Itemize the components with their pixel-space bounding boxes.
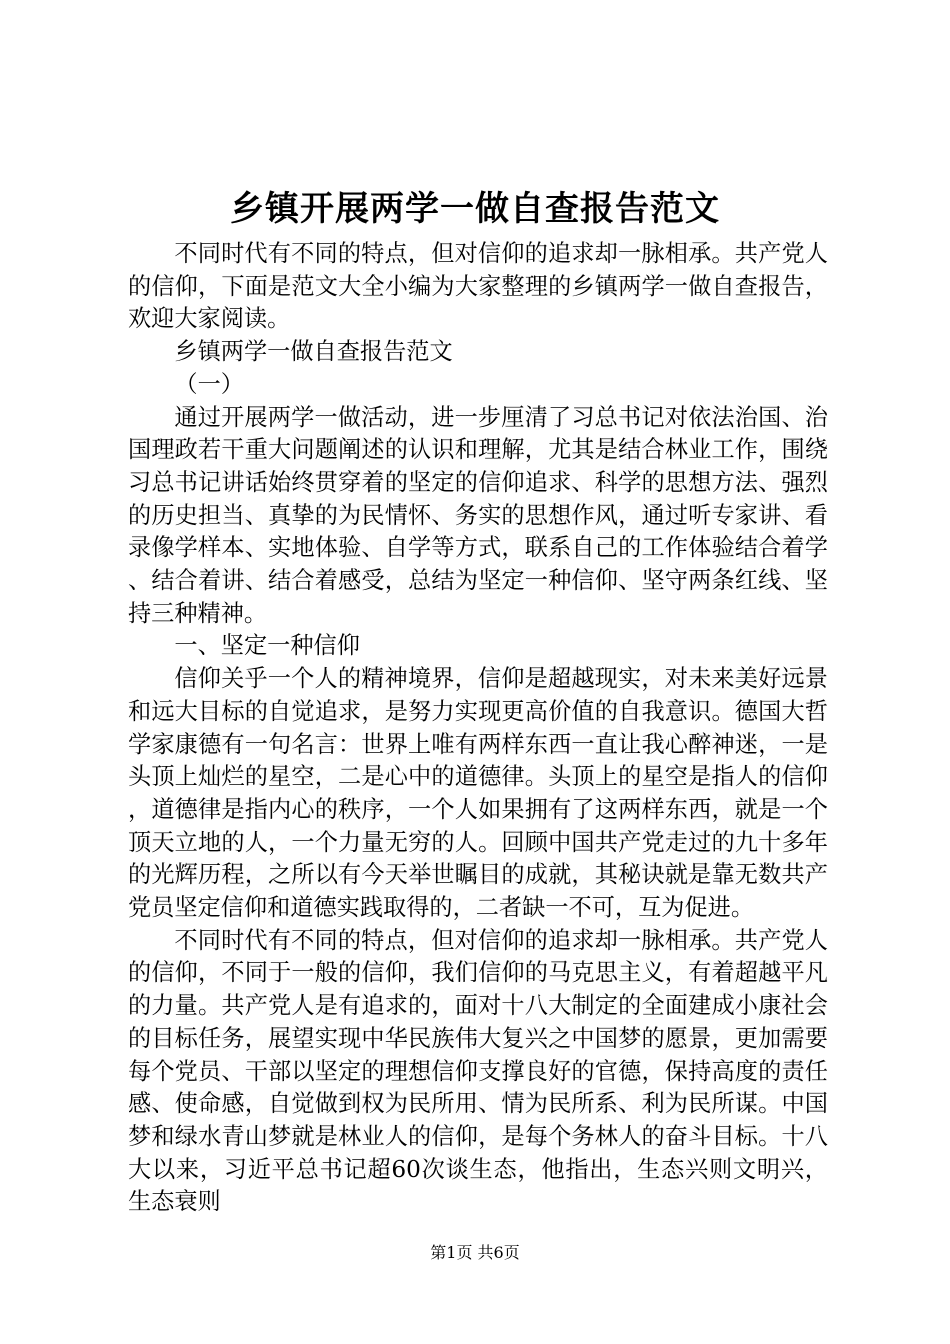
subtitle-paragraph: 乡镇两学一做自查报告范文	[174, 338, 453, 366]
body-paragraph: 通过开展两学一做活动，进一步厘清了习总书记对依法治国、治国理政若干重大问题阐述的认识和理解，尤其是结合林业工作，围绕习总书记讲话始终贯穿着的坚定的信仰追求、科学的思想方法、强烈的历史担当、真挚的为民情怀、务实的思想作风，通过听专家讲、看录像学样本、实地体验、自学等方式，联系自己的工作体验结合着学、结合着讲、结合着感受，总结为坚定一种信仰、坚守两条红线、坚持三种精神。	[128, 403, 828, 627]
body-paragraph: 信仰关乎一个人的精神境界，信仰是超越现实，对未来美好远景和远大目标的自觉追求，是努力实现更高价值的自我意识。德国大哲学家康德有一句名言：世界上唯有两样东西一直让我心醉神迷，一是头顶上灿烂的星空，二是心中的道德律。头顶上的星空是指人的信仰，道德律是指内心的秩序，一个人如果拥有了这两样东西，就是一个顶天立地的人，一个力量无穷的人。回顾中国共产党走过的九十多年的光辉历程，之所以有今天举世瞩目的成就，其秘诀就是靠无数共产党员坚定信仰和道德实践取得的，二者缺一不可，互为促进。	[128, 665, 828, 922]
section-heading: 一、坚定一种信仰	[174, 632, 360, 660]
page-footer: 第1页 共6页	[430, 1243, 520, 1262]
document-body	[128, 238, 828, 1219]
document-title: 乡镇开展两学一做自查报告范文	[230, 189, 720, 229]
body-paragraph: 不同时代有不同的特点，但对信仰的追求却一脉相承。共产党人的信仰，不同于一般的信仰，我们信仰的马克思主义，有着超越平凡的力量。共产党人是有追求的，面对十八大制定的全面建成小康社会的目标任务，展望实现中华民族伟大复兴之中国梦的愿景，更加需要每个党员、干部以坚定的理想信仰支撑良好的官德，保持高度的责任感、使命感，自觉做到权为民所用、情为民所系、利为民所谋。中国梦和绿水青山梦就是林业人的信仰，是每个务林人的奋斗目标。十八大以来，习近平总书记超60次谈生态，他指出，生态兴则文明兴，生态衰则	[128, 926, 828, 1216]
section-number: （一）	[174, 370, 244, 398]
intro-paragraph: 不同时代有不同的特点，但对信仰的追求却一脉相承。共产党人的信仰，下面是范文大全小编为大家整理的乡镇两学一做自查报告，欢迎大家阅读。	[128, 240, 828, 333]
